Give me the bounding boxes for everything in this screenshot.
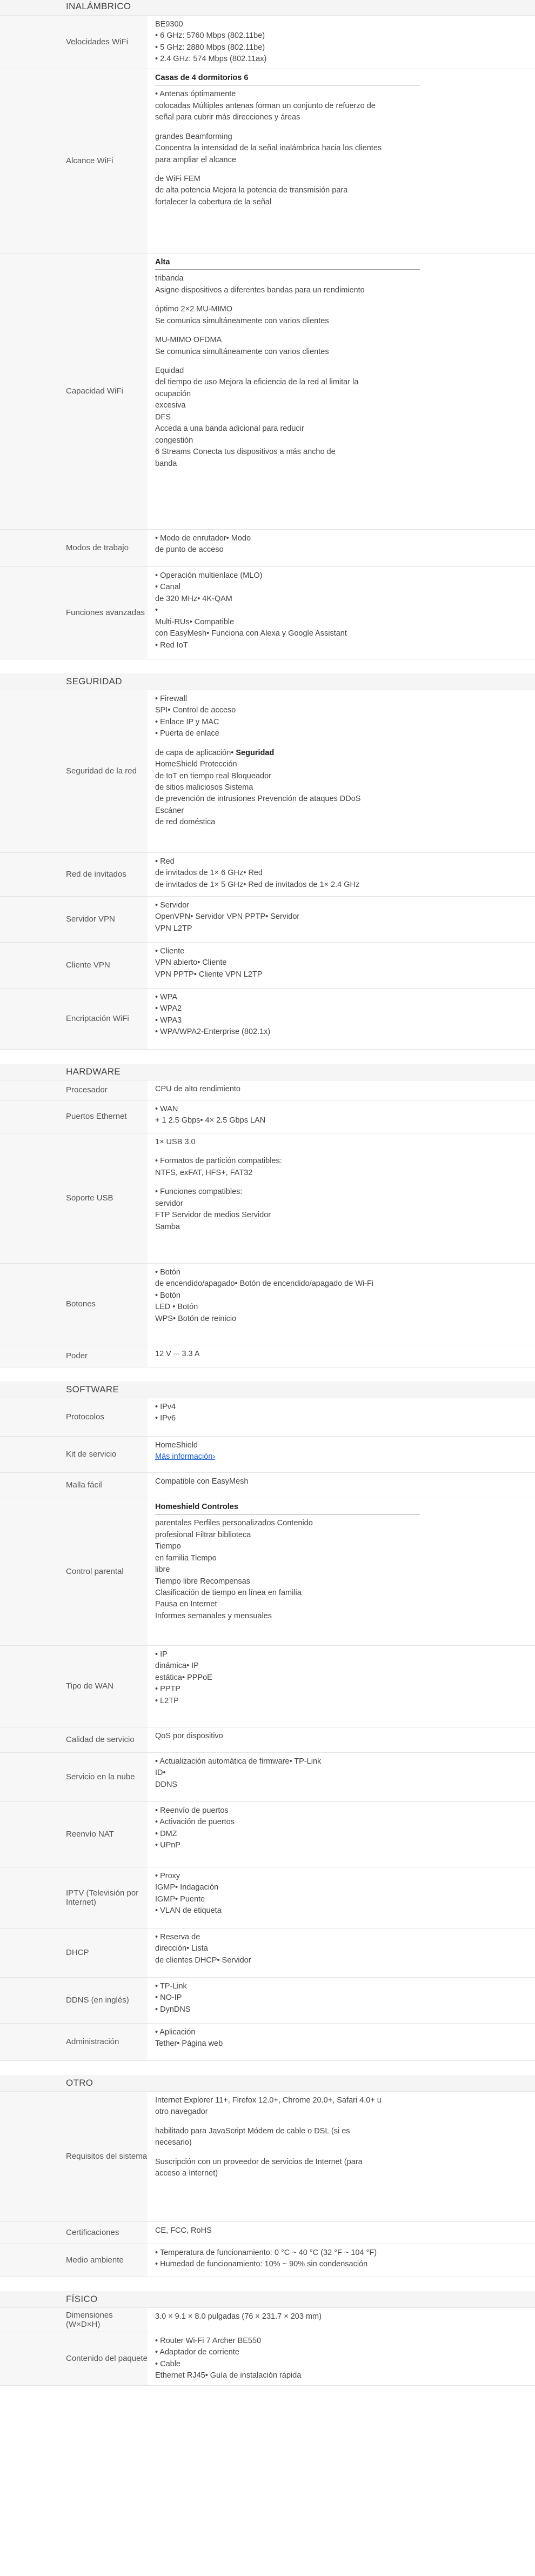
spec-line: • Modo de enrutador• Modo xyxy=(155,533,251,543)
spec-line: de punto de acceso xyxy=(155,545,224,555)
spec-label: Reenvío NAT xyxy=(0,1802,148,1867)
spec-label: Contenido del paquete xyxy=(0,2332,148,2385)
spec-line: • UPnP xyxy=(155,1841,180,1850)
spec-line: • DMZ xyxy=(155,1829,177,1838)
spec-line: • Reenvío de puertos xyxy=(155,1806,229,1815)
spec-label: DDNS (en inglés) xyxy=(0,1978,148,2023)
spec-value xyxy=(148,1264,535,1345)
spec-line: • Canal xyxy=(155,583,180,592)
spec-row xyxy=(0,690,535,853)
spec-line: de prevención de intrusiones Prevención de ataques DDoS xyxy=(155,795,361,804)
spec-row xyxy=(0,1978,535,2024)
spec-value xyxy=(148,567,535,659)
spec-line: • PPTP xyxy=(155,1685,180,1694)
spec-row xyxy=(0,1473,535,1498)
spec-row xyxy=(0,567,535,659)
spec-line: Suscripción con un proveedor de servicios de Internet (para xyxy=(155,2157,363,2166)
spec-line: • Formatos de partición compatibles: xyxy=(155,1157,282,1166)
spec-line: • Enlace IP y MAC xyxy=(155,717,219,726)
spec-line: servidor xyxy=(155,1199,183,1208)
spec-row xyxy=(0,989,535,1050)
spec-line: CE, FCC, RoHS xyxy=(155,2226,212,2235)
spec-line: banda xyxy=(155,459,177,468)
spec-row xyxy=(0,1398,535,1437)
spec-value xyxy=(148,1080,535,1100)
spec-line: de capa de aplicación• Seguridad xyxy=(155,748,275,757)
spec-heading: Homeshield Controles xyxy=(155,1501,420,1514)
spec-row xyxy=(0,853,535,897)
spec-line: DFS xyxy=(155,412,171,422)
spec-line: • Antenas óptimamente xyxy=(155,90,236,99)
spec-label: Tipo de WAN xyxy=(0,1646,148,1727)
spec-value xyxy=(148,897,535,942)
spec-line: 1× USB 3.0 xyxy=(155,1137,196,1146)
spec-value xyxy=(148,1727,535,1752)
spec-value xyxy=(148,16,535,69)
line-gap xyxy=(155,124,535,131)
spec-line: señal para cubrir más direcciones y áreas xyxy=(155,113,300,122)
spec-line: • Red xyxy=(155,857,175,866)
spec-line: BE9300 xyxy=(155,20,183,29)
spec-line: • Proxy xyxy=(155,1871,180,1880)
section-title: HARDWARE xyxy=(0,1064,535,1080)
spec-line: • 6 GHz: 5760 Mbps (802.11be) xyxy=(155,31,265,41)
spec-line: Concentra la intensidad de la señal inalámbrica hacia los clientes xyxy=(155,144,382,153)
spec-line: HomeShield xyxy=(155,1440,198,1450)
spec-line: tribanda xyxy=(155,274,184,283)
spec-line: ID• xyxy=(155,1769,166,1778)
spec-value xyxy=(148,989,535,1049)
spec-line: • Funciones compatibles: xyxy=(155,1187,243,1197)
spec-label: Certificaciones xyxy=(0,2222,148,2244)
spec-line: 12 V ⎓ 3.3 A xyxy=(155,1349,200,1358)
spec-line: de WiFi FEM xyxy=(155,174,200,183)
spec-line: 6 Streams Conecta tus dispositivos a más ancho de xyxy=(155,448,336,457)
spec-line: dirección• Lista xyxy=(155,1944,208,1953)
spec-line: acceso a Internet) xyxy=(155,2169,218,2178)
spec-line: Se comunica simultáneamente con varios clientes xyxy=(155,316,329,325)
spec-line: Ethernet RJ45• Guía de instalación rápida xyxy=(155,2371,302,2380)
spec-value xyxy=(148,1473,535,1498)
spec-value xyxy=(148,1978,535,2023)
spec-value xyxy=(148,2024,535,2060)
spec-value xyxy=(148,1928,535,1977)
spec-line: IGMP• Indagación xyxy=(155,1883,219,1892)
spec-line: para ampliar el alcance xyxy=(155,155,236,164)
spec-row xyxy=(0,2222,535,2244)
spec-line: • L2TP xyxy=(155,1696,179,1705)
spec-label: Puertos Ethernet xyxy=(0,1100,148,1133)
spec-label: Administración xyxy=(0,2024,148,2060)
spec-line: Tiempo libre Recompensas xyxy=(155,1577,250,1586)
section-spacer xyxy=(0,2061,535,2075)
spec-line: • WPA xyxy=(155,992,178,1002)
spec-value xyxy=(148,1498,535,1645)
spec-line: • Router Wi-Fi 7 Archer BE550 xyxy=(155,2336,262,2345)
spec-row xyxy=(0,2308,535,2332)
spec-value xyxy=(148,1437,535,1472)
spec-line: NTFS, exFAT, HFS+, FAT32 xyxy=(155,1168,253,1177)
spec-label: Control parental xyxy=(0,1498,148,1645)
spec-label: Protocolos xyxy=(0,1398,148,1436)
spec-line: OpenVPN• Servidor VPN PPTP• Servidor xyxy=(155,912,300,922)
spec-line: congestión xyxy=(155,436,193,445)
spec-line: Samba xyxy=(155,1222,180,1231)
spec-line: • WPA/WPA2-Enterprise (802.1x) xyxy=(155,1027,271,1037)
spec-line: DDNS xyxy=(155,1780,178,1789)
spec-value xyxy=(148,253,535,529)
spec-label: Encriptación WiFi xyxy=(0,989,148,1049)
spec-line: • IPv6 xyxy=(155,1414,176,1423)
spec-label: Modos de trabajo xyxy=(0,530,148,566)
line-gap xyxy=(155,327,535,335)
spec-line: de IoT en tiempo real Bloqueador xyxy=(155,771,271,780)
spec-row xyxy=(0,1080,535,1100)
spec-line: • xyxy=(155,606,158,615)
section-title: OTRO xyxy=(0,2075,535,2092)
spec-label: Botones xyxy=(0,1264,148,1345)
section-spacer xyxy=(0,1367,535,1382)
spec-row xyxy=(0,530,535,567)
spec-row xyxy=(0,2244,535,2277)
spec-line: • Cable xyxy=(155,2359,180,2368)
spec-line: • VLAN de etiqueta xyxy=(155,1906,222,1916)
spec-value xyxy=(148,2092,535,2221)
spec-line: de red doméstica xyxy=(155,818,216,827)
spec-label: IPTV (Televisión por Internet) xyxy=(0,1867,148,1928)
spec-value xyxy=(148,2308,535,2332)
section-title: SOFTWARE xyxy=(0,1382,535,1398)
spec-line: parentales Perfiles personalizados Contenido xyxy=(155,1519,313,1528)
spec-line: Pausa en Internet xyxy=(155,1600,217,1609)
spec-line: grandes Beamforming xyxy=(155,132,232,141)
spec-label: Velocidades WiFi xyxy=(0,16,148,69)
spec-line: FTP Servidor de medios Servidor xyxy=(155,1211,271,1220)
section-title: FÍSICO xyxy=(0,2291,535,2308)
spec-row xyxy=(0,1100,535,1133)
spec-row xyxy=(0,1133,535,1264)
spec-line: otro navegador xyxy=(155,2107,208,2117)
spec-value xyxy=(148,530,535,566)
spec-line: • Aplicación xyxy=(155,2027,196,2037)
spec-label: DHCP xyxy=(0,1928,148,1977)
spec-line: Se comunica simultáneamente con varios clientes xyxy=(155,347,329,356)
spec-line: Tether• Página web xyxy=(155,2039,223,2048)
spec-line xyxy=(155,1451,535,1463)
line-gap xyxy=(155,358,535,365)
line-gap xyxy=(155,296,535,304)
spec-line: HomeShield Protección xyxy=(155,760,237,769)
spec-label: Malla fácil xyxy=(0,1473,148,1498)
spec-line: excesiva xyxy=(155,401,186,410)
spec-label: Servidor VPN xyxy=(0,897,148,942)
spec-row xyxy=(0,1753,535,1802)
spec-value xyxy=(148,943,535,988)
line-gap xyxy=(155,1148,535,1156)
spec-label: Soporte USB xyxy=(0,1133,148,1263)
spec-value xyxy=(148,1753,535,1801)
spec-line: • WAN xyxy=(155,1104,178,1113)
more-info-link[interactable]: Más información› xyxy=(155,1452,216,1461)
spec-line: • WPA2 xyxy=(155,1004,182,1013)
line-gap xyxy=(155,2118,535,2126)
section-title: SEGURIDAD xyxy=(0,673,535,690)
spec-value xyxy=(148,853,535,896)
spec-line: Escáner xyxy=(155,806,184,815)
spec-value xyxy=(148,1646,535,1727)
spec-heading: Seguridad xyxy=(236,748,275,757)
spec-line: SPI• Control de acceso xyxy=(155,706,236,715)
spec-line: Equidad xyxy=(155,366,184,375)
spec-line: CPU de alto rendimiento xyxy=(155,1084,240,1093)
spec-heading: Casas de 4 dormitorios 6 xyxy=(155,72,420,85)
spec-label: Alcance WiFi xyxy=(0,69,148,253)
spec-value xyxy=(148,1867,535,1928)
spec-line: de invitados de 1× 6 GHz• Red xyxy=(155,869,263,878)
spec-line: VPN PPTP• Cliente VPN L2TP xyxy=(155,970,263,979)
spec-line: • Cliente xyxy=(155,946,185,956)
spec-line: LED • Botón xyxy=(155,1303,198,1312)
spec-row xyxy=(0,1867,535,1928)
spec-line: fortalecer la cobertura de la señal xyxy=(155,197,272,206)
spec-line: del tiempo de uso Mejora la eficiencia de la red al limitar la xyxy=(155,378,359,387)
spec-line: Informes semanales y mensuales xyxy=(155,1611,272,1620)
spec-line: WPS• Botón de reinicio xyxy=(155,1314,237,1323)
spec-line: • DynDNS xyxy=(155,2005,191,2014)
spec-label: Calidad de servicio xyxy=(0,1727,148,1752)
line-gap xyxy=(155,1179,535,1186)
spec-label: Medio ambiente xyxy=(0,2244,148,2277)
line-gap xyxy=(155,740,535,748)
spec-line: Acceda a una banda adicional para reducir xyxy=(155,424,304,433)
spec-line: habilitado para JavaScript Módem de cable o DSL (si es xyxy=(155,2126,350,2135)
spec-row xyxy=(0,1727,535,1753)
section-title: INALÁMBRICO xyxy=(0,0,535,16)
spec-label: Poder xyxy=(0,1345,148,1367)
spec-line: Multi-RUs• Compatible xyxy=(155,617,235,626)
spec-row xyxy=(0,897,535,943)
spec-label: Funciones avanzadas xyxy=(0,567,148,659)
spec-line: 3.0 × 9.1 × 8.0 pulgadas (76 × 231.7 × 203 mm) xyxy=(155,2312,322,2321)
line-gap xyxy=(155,166,535,173)
spec-line: • Puerta de enlace xyxy=(155,729,219,738)
spec-line: • Firewall xyxy=(155,694,188,703)
spec-line: profesional Filtrar biblioteca xyxy=(155,1530,251,1539)
spec-label: Kit de servicio xyxy=(0,1437,148,1472)
spec-label: Seguridad de la red xyxy=(0,690,148,852)
spec-line: de alta potencia Mejora la potencia de transmisión para xyxy=(155,186,348,195)
spec-line: estática• PPPoE xyxy=(155,1673,212,1682)
line-gap xyxy=(155,2149,535,2157)
spec-line: • Botón xyxy=(155,1267,180,1277)
spec-line: • Actualización automática de firmware• TP-Link xyxy=(155,1757,322,1766)
spec-line: en familia Tiempo xyxy=(155,1553,217,1563)
spec-line: + 1 2.5 Gbps• 4× 2.5 Gbps LAN xyxy=(155,1116,266,1125)
section-spacer xyxy=(0,659,535,673)
spec-line: • 5 GHz: 2880 Mbps (802.11be) xyxy=(155,43,265,52)
spec-row xyxy=(0,2024,535,2061)
spec-value xyxy=(148,1133,535,1263)
spec-value xyxy=(148,2244,535,2277)
spec-value xyxy=(148,2332,535,2385)
spec-line: ocupación xyxy=(155,389,191,398)
spec-value xyxy=(148,1802,535,1867)
spec-row xyxy=(0,1264,535,1345)
spec-label: Servicio en la nube xyxy=(0,1753,148,1801)
spec-line: colocadas Múltiples antenas forman un conjunto de refuerzo de xyxy=(155,101,376,110)
spec-line: de invitados de 1× 5 GHz• Red de invitados de 1× 2.4 GHz xyxy=(155,880,360,889)
spec-line: • TP-Link xyxy=(155,1981,187,1991)
spec-line: Asigne dispositivos a diferentes bandas para un rendimiento xyxy=(155,285,365,295)
spec-line: • Reserva de xyxy=(155,1932,200,1941)
spec-label: Cliente VPN xyxy=(0,943,148,988)
spec-label: Red de invitados xyxy=(0,853,148,896)
spec-line: • NO-IP xyxy=(155,1993,182,2003)
spec-value xyxy=(148,69,535,253)
spec-line: Clasificación de tiempo en línea en familia xyxy=(155,1588,302,1597)
spec-line: libre xyxy=(155,1565,170,1574)
spec-value xyxy=(148,1345,535,1367)
spec-line: IGMP• Puente xyxy=(155,1894,205,1904)
section-spacer xyxy=(0,2277,535,2291)
section-spacer xyxy=(0,1050,535,1064)
spec-row xyxy=(0,1802,535,1867)
spec-line: • Adaptador de corriente xyxy=(155,2348,239,2357)
spec-line: con EasyMesh• Funciona con Alexa y Google Assistant xyxy=(155,629,347,638)
spec-line: dinámica• IP xyxy=(155,1661,199,1671)
spec-line: • IPv4 xyxy=(155,1402,176,1411)
spec-line: • Servidor xyxy=(155,900,190,910)
spec-line: de encendido/apagado• Botón de encendido/apagado de Wi-Fi xyxy=(155,1279,374,1289)
spec-value xyxy=(148,1398,535,1436)
spec-line: • Operación multienlace (MLO) xyxy=(155,571,263,580)
spec-line: de sitios maliciosos Sistema xyxy=(155,783,253,792)
spec-row xyxy=(0,1345,535,1367)
spec-row xyxy=(0,943,535,989)
spec-label: Dimensiones (W×D×H) xyxy=(0,2308,148,2332)
spec-row xyxy=(0,2092,535,2222)
spec-label: Requisitos del sistema xyxy=(0,2092,148,2221)
spec-row xyxy=(0,16,535,69)
spec-line: MU-MIMO OFDMA xyxy=(155,336,222,345)
spec-row xyxy=(0,1437,535,1473)
spec-line: QoS por dispositivo xyxy=(155,1731,223,1740)
spec-line: de 320 MHz• 4K-QAM xyxy=(155,594,232,603)
spec-row xyxy=(0,1928,535,1978)
spec-line: Tiempo xyxy=(155,1542,181,1551)
spec-line: • Temperatura de funcionamiento: 0 °C ~ 40 °C (32 °F ~ 104 °F) xyxy=(155,2248,377,2257)
spec-value xyxy=(148,2222,535,2244)
spec-line: • Red IoT xyxy=(155,640,188,650)
spec-line: • IP xyxy=(155,1650,168,1659)
spec-heading: Alta xyxy=(155,257,420,270)
spec-row xyxy=(0,1646,535,1727)
spec-row xyxy=(0,69,535,253)
spec-line: • Botón xyxy=(155,1291,180,1300)
spec-label: Procesador xyxy=(0,1080,148,1100)
spec-line: • 2.4 GHz: 574 Mbps (802.11ax) xyxy=(155,55,267,64)
spec-line: • WPA3 xyxy=(155,1016,182,1025)
spec-line: necesario) xyxy=(155,2138,192,2147)
spec-line: de clientes DHCP• Servidor xyxy=(155,1956,251,1965)
spec-row xyxy=(0,2332,535,2386)
spec-line: Internet Explorer 11+, Firefox 12.0+, Chrome 20.0+, Safari 4.0+ u xyxy=(155,2095,382,2105)
spec-row xyxy=(0,253,535,530)
spec-value xyxy=(148,1100,535,1133)
spec-line: óptimo 2×2 MU-MIMO xyxy=(155,305,233,314)
spec-line: • Humedad de funcionamiento: 10% ~ 90% sin condensación xyxy=(155,2260,368,2269)
spec-line: VPN abierto• Cliente xyxy=(155,958,227,967)
spec-label: Capacidad WiFi xyxy=(0,253,148,529)
spec-row xyxy=(0,1498,535,1646)
spec-line: • Activación de puertos xyxy=(155,1818,235,1827)
spec-line: VPN L2TP xyxy=(155,924,192,933)
spec-line: Compatible con EasyMesh xyxy=(155,1477,249,1486)
spec-value xyxy=(148,690,535,852)
